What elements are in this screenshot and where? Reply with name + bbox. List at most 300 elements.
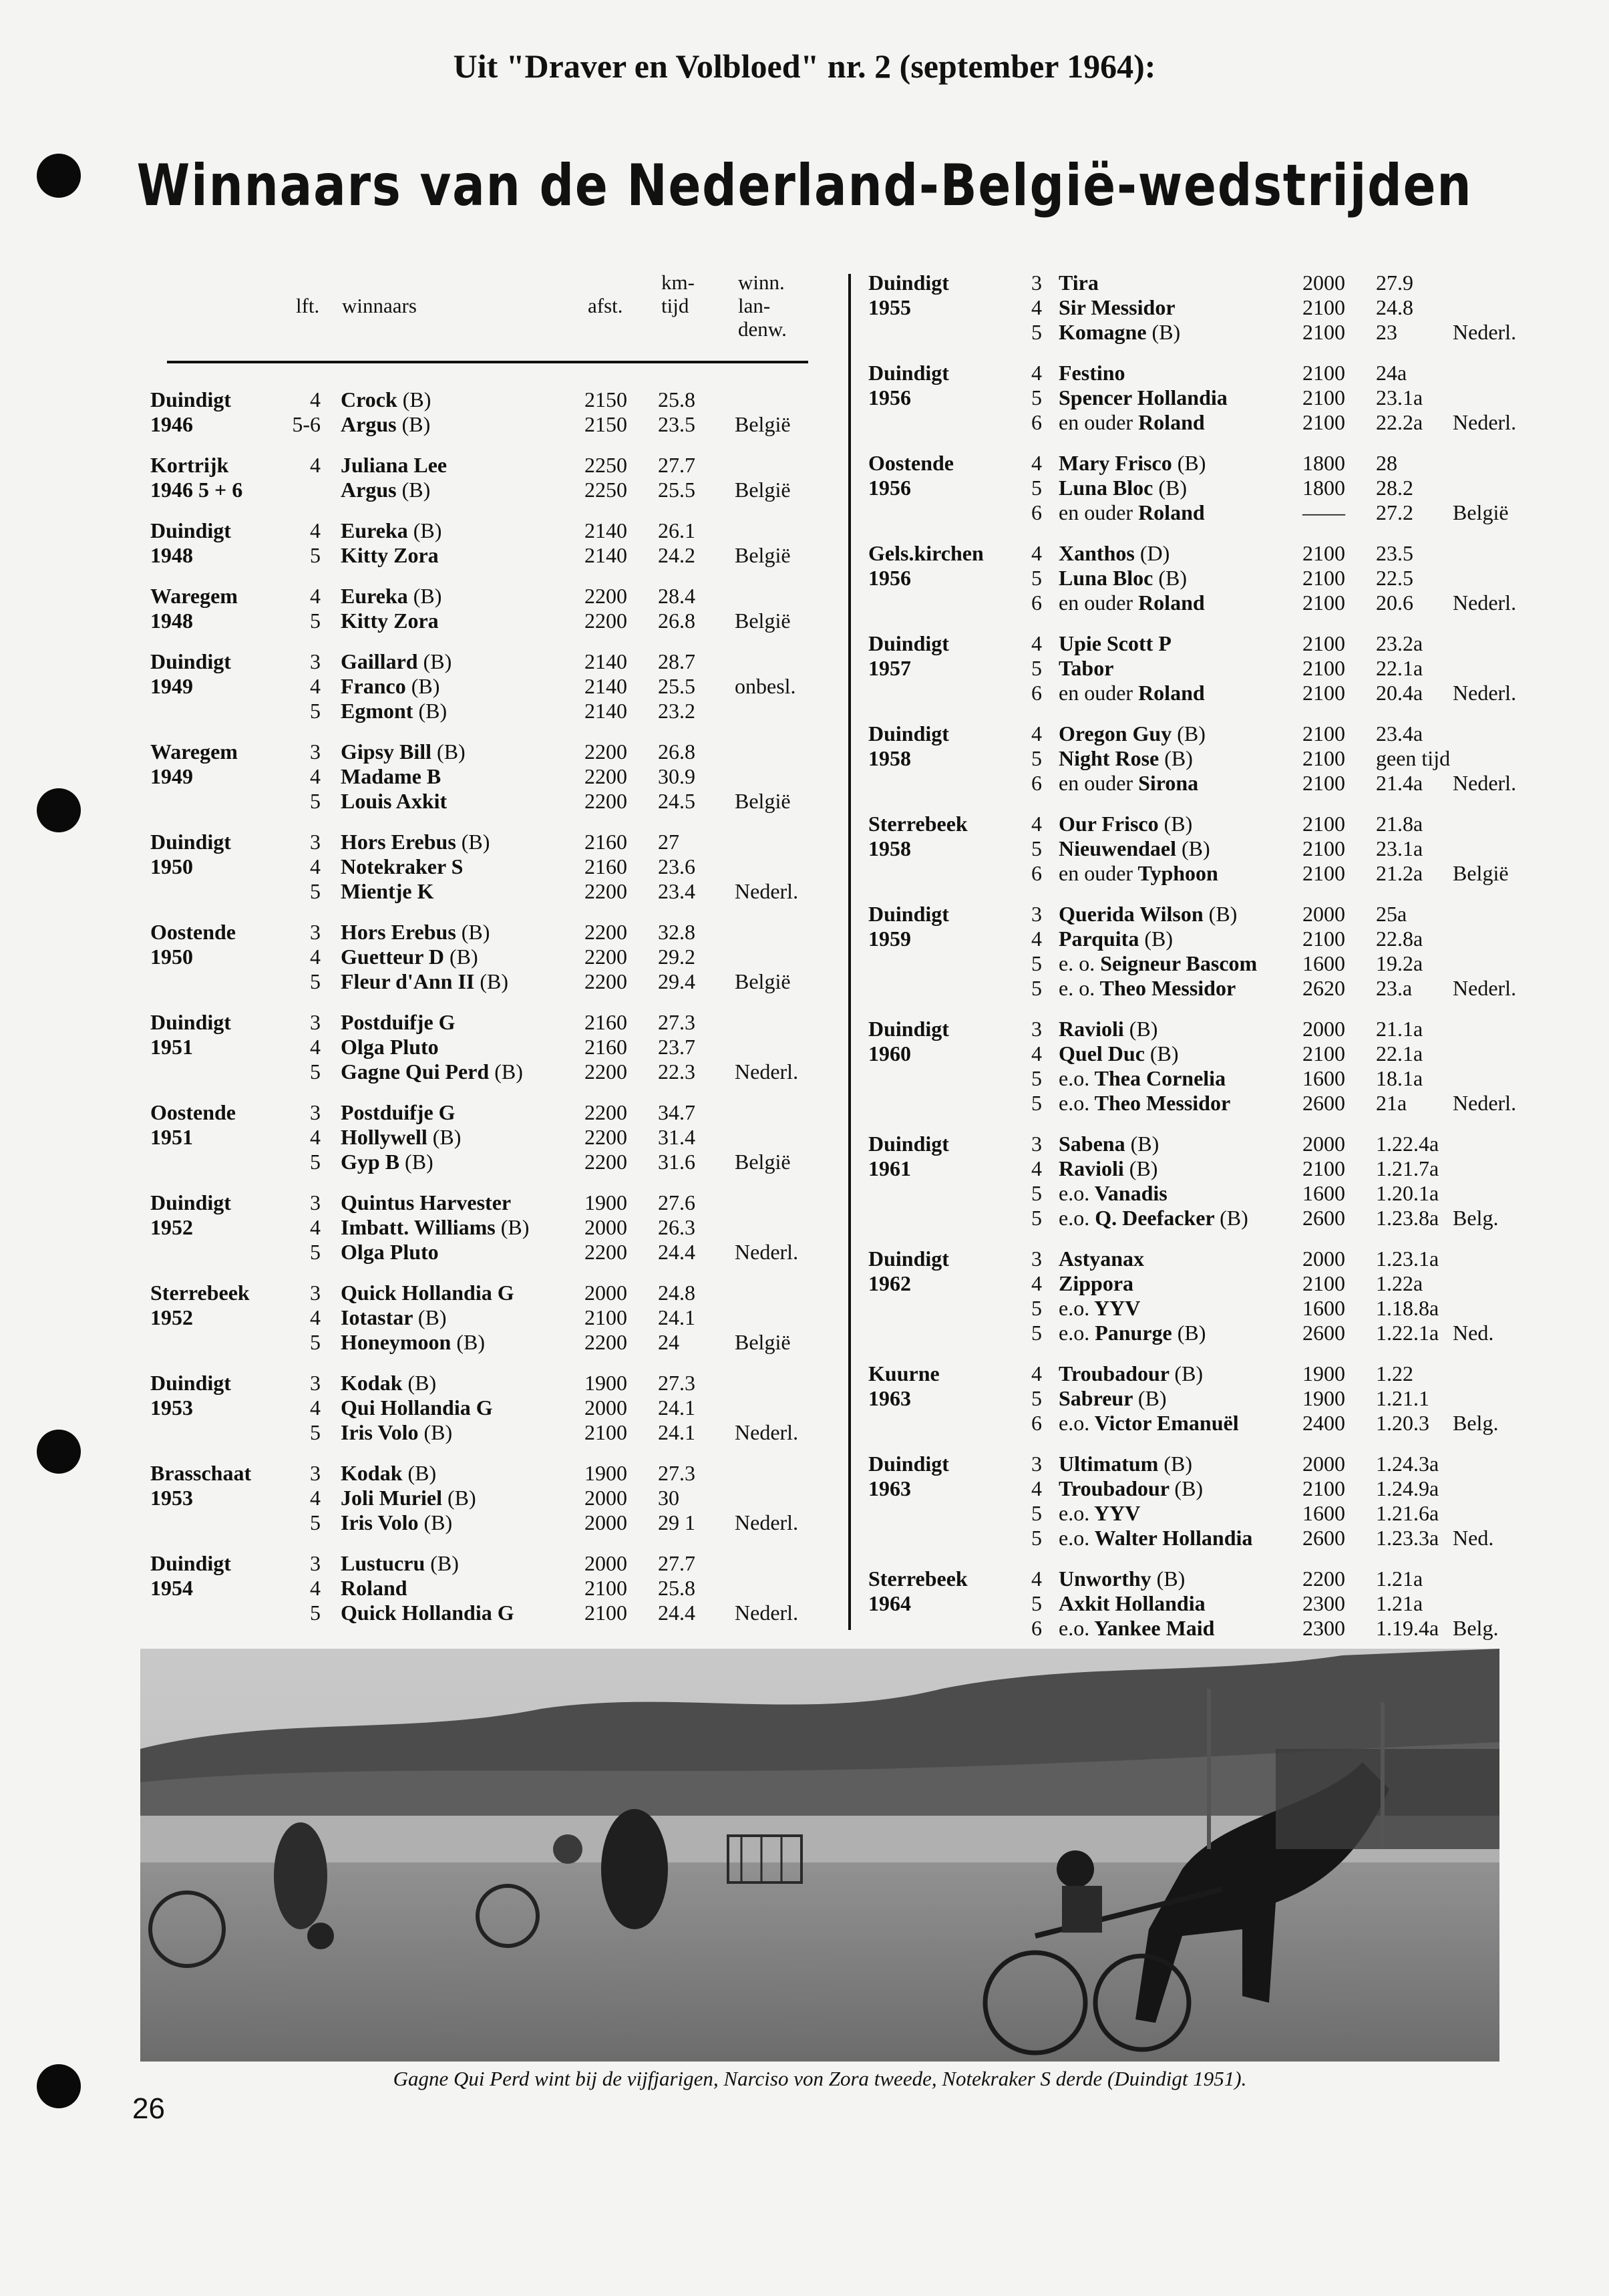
km-time: 24.5 [658, 789, 695, 813]
km-time: 29.2 [658, 945, 695, 969]
horse-age: 5 [310, 1330, 321, 1354]
distance: 2000 [1302, 902, 1345, 926]
race-entry-row [868, 361, 1536, 385]
country-of-origin-note: (B) [418, 699, 448, 723]
race-photo [140, 1649, 1499, 2062]
horse-age: 3 [310, 1100, 321, 1124]
horse-name: Theo Messidor [1094, 1091, 1231, 1115]
race-location: Waregem [150, 740, 238, 764]
page-number: 26 [132, 2092, 165, 2125]
horse-name: Seigneur Bascom [1100, 951, 1258, 975]
horse-age: 4 [1031, 812, 1042, 836]
horse-age: 3 [310, 1190, 321, 1214]
country-of-origin-note: (B) [1208, 902, 1238, 926]
winning-country: Nederl. [735, 1420, 799, 1444]
race-year: 1960 [868, 1041, 911, 1065]
race-location: Sterrebeek [868, 812, 968, 836]
distance: 2200 [1302, 1567, 1345, 1591]
horse-entry [341, 1100, 456, 1125]
horse-name: Tabor [1059, 656, 1114, 680]
age-group-prefix: en ouder [1059, 500, 1133, 524]
distance: 2000 [584, 1396, 627, 1420]
distance: 2200 [584, 1125, 627, 1149]
horse-entry [1059, 1526, 1252, 1550]
race-entry-row [150, 1371, 818, 1396]
horse-age: 5 [1031, 1501, 1042, 1525]
winning-country: België [735, 1150, 791, 1174]
horse-entry [341, 1010, 456, 1035]
country-of-origin-note: (B) [461, 920, 490, 944]
age-group-prefix: en ouder [1059, 681, 1133, 705]
country-of-origin-note: (B) [407, 1461, 437, 1485]
horse-entry [1059, 812, 1192, 836]
horse-age: 4 [310, 1125, 321, 1149]
horse-age: 5 [1031, 566, 1042, 590]
winning-country: België [735, 789, 791, 813]
distance: 2000 [1302, 271, 1345, 295]
distance: 2100 [1302, 1041, 1345, 1065]
distance: 2150 [584, 387, 627, 412]
race-entry-row [150, 649, 818, 674]
horse-entry [1059, 476, 1187, 500]
km-time: 24.8 [658, 1281, 695, 1305]
horse-name: Typhoon [1137, 861, 1218, 885]
horse-name: Hors Erebus [341, 830, 456, 854]
km-time: 31.6 [658, 1150, 695, 1174]
country-of-origin-note: (B) [447, 1486, 476, 1510]
horse-age: 5 [1031, 1091, 1042, 1115]
age-group-prefix: en ouder [1059, 861, 1133, 885]
winning-country: Nederl. [1453, 320, 1517, 344]
race-entry-row [868, 1452, 1536, 1476]
km-time: 29 1 [658, 1510, 695, 1534]
distance: 2100 [584, 1576, 627, 1600]
horse-entry [1059, 1567, 1185, 1591]
distance: 2100 [1302, 410, 1345, 434]
header-km [661, 271, 695, 317]
horse-age: 3 [1031, 1132, 1042, 1156]
km-time: 27.7 [658, 453, 695, 477]
km-time: 1.21.1 [1376, 1386, 1429, 1410]
race-entry-row [868, 861, 1536, 886]
column-divider [848, 274, 851, 1630]
race-entry-row [150, 1601, 818, 1625]
distance: 2100 [1302, 681, 1345, 705]
horse-name: YYV [1094, 1296, 1141, 1320]
race-entry-row [868, 951, 1536, 976]
horse-name: Night Rose [1059, 746, 1159, 770]
distance: 2200 [584, 879, 627, 903]
horse-age: 5 [1031, 1296, 1042, 1320]
horse-entry [1059, 927, 1173, 951]
distance: 2100 [1302, 771, 1345, 795]
distance: 1900 [1302, 1361, 1345, 1385]
country-of-origin-note: (B) [437, 740, 466, 764]
distance: 2600 [1302, 1091, 1345, 1115]
race-year: 1958 [868, 836, 911, 860]
horse-entry [1059, 771, 1198, 796]
horse-name: Postduifje G [341, 1010, 456, 1034]
horse-age: 5 [310, 1240, 321, 1264]
header-winnaars: winnaars [342, 294, 417, 317]
race-location: Duindigt [868, 721, 949, 746]
horse-age: 4 [310, 1486, 321, 1510]
distance: 1600 [1302, 1296, 1345, 1320]
horse-name: Crock [341, 387, 397, 412]
horse-age: 6 [1031, 500, 1042, 524]
horse-age: 4 [1031, 1271, 1042, 1295]
horse-entry [1059, 1132, 1159, 1156]
race-entry-row [868, 1181, 1536, 1206]
race-year: 1949 [150, 764, 193, 788]
race-entry-row [868, 385, 1536, 410]
horse-name: Parquita [1059, 927, 1139, 951]
race-entry-row [150, 1240, 818, 1265]
horse-entry [341, 1420, 452, 1445]
race-entry-row [150, 387, 818, 412]
km-time: 22.1a [1376, 656, 1423, 680]
km-time: 24.1 [658, 1305, 695, 1329]
distance: 2250 [584, 478, 627, 502]
winning-country: Ned. [1453, 1321, 1494, 1345]
horse-name: Quick Hollandia G [341, 1281, 514, 1305]
horse-age: 3 [310, 1551, 321, 1575]
horse-age: 3 [1031, 1247, 1042, 1271]
country-of-origin-note: (B) [423, 649, 452, 673]
horse-age: 5 [1031, 476, 1042, 500]
horse-entry [1059, 721, 1206, 746]
distance: 2100 [584, 1305, 627, 1329]
country-of-origin-note: (B) [1129, 1017, 1158, 1041]
distance: 2160 [584, 1010, 627, 1034]
horse-entry [1059, 861, 1218, 886]
horse-name: Imbatt. Williams [341, 1215, 496, 1239]
race-entry-row [150, 1551, 818, 1576]
winning-country: onbesl. [735, 674, 796, 698]
race-entry-row [868, 1591, 1536, 1616]
horse-name: Ravioli [1059, 1156, 1124, 1180]
horse-age: 5 [310, 1510, 321, 1534]
winning-country: Ned. [1453, 1526, 1494, 1550]
age-group-prefix: e. o. [1059, 951, 1095, 975]
horse-entry [1059, 976, 1236, 1001]
race-entry-row [150, 830, 818, 854]
country-of-origin-note: (B) [417, 1305, 447, 1329]
km-time: 22.3 [658, 1059, 695, 1084]
country-of-origin-note: (B) [449, 945, 478, 969]
km-time: 24.8 [1376, 295, 1413, 319]
horse-age: 5 [310, 969, 321, 993]
country-of-origin-note: (B) [1144, 927, 1173, 951]
binder-hole [37, 788, 81, 832]
race-entry-row [150, 1215, 818, 1240]
horse-age: 3 [310, 649, 321, 673]
country-of-origin-note: (B) [1158, 476, 1188, 500]
km-time: 30 [658, 1486, 679, 1510]
horse-name: Roland [341, 1576, 407, 1600]
distance: 2100 [1302, 1271, 1345, 1295]
distance: 2620 [1302, 976, 1345, 1000]
horse-entry [341, 764, 441, 789]
country-of-origin-note: (B) [500, 1215, 530, 1239]
race-entry-row [868, 1321, 1536, 1345]
race-location: Duindigt [150, 1551, 231, 1575]
distance: 2200 [584, 1059, 627, 1084]
page-title: Winnaars van de Nederland-België-wedstrijden [136, 152, 1473, 219]
horse-name: Iris Volo [341, 1420, 419, 1444]
race-location: Duindigt [150, 1010, 231, 1034]
race-entry-row [868, 1041, 1536, 1066]
horse-age: 5 [310, 1601, 321, 1625]
distance: 2100 [584, 1420, 627, 1444]
race-year: 1955 [868, 295, 911, 319]
race-year: 1952 [150, 1305, 193, 1329]
country-of-origin-note: (B) [413, 584, 442, 608]
horse-age: 4 [310, 518, 321, 542]
km-time: 28.4 [658, 584, 695, 608]
horse-entry [1059, 1361, 1203, 1386]
horse-age: 4 [310, 945, 321, 969]
winning-country: België [735, 412, 791, 436]
distance: 1600 [1302, 1181, 1345, 1205]
horse-entry [1059, 1321, 1206, 1345]
horse-age: 6 [1031, 410, 1042, 434]
km-time: 1.22.4a [1376, 1132, 1439, 1156]
race-location: Duindigt [868, 1017, 949, 1041]
race-location: Duindigt [868, 902, 949, 926]
horse-entry [341, 478, 430, 502]
km-time: 25.8 [658, 387, 695, 412]
race-entry-row [150, 584, 818, 609]
horse-entry [341, 1281, 514, 1305]
country-of-origin-note: (B) [432, 1125, 462, 1149]
horse-age: 4 [310, 453, 321, 477]
km-time: 20.6 [1376, 591, 1413, 615]
race-entry-row [868, 451, 1536, 476]
race-entry-row [868, 771, 1536, 796]
race-entry-row [868, 410, 1536, 435]
horse-entry [1059, 746, 1193, 771]
race-entry-row [868, 591, 1536, 615]
race-location: Gels.kirchen [868, 541, 984, 565]
horse-entry [1059, 1017, 1157, 1041]
horse-age: 4 [1031, 541, 1042, 565]
race-entry-row [150, 1510, 818, 1535]
horse-name: Sabreur [1059, 1386, 1133, 1410]
race-entry-row [868, 476, 1536, 500]
horse-age: 6 [1031, 771, 1042, 795]
race-year: 1957 [868, 656, 911, 680]
horse-entry [1059, 631, 1172, 656]
distance: 1800 [1302, 451, 1345, 475]
km-time: 23.a [1376, 976, 1413, 1000]
race-year: 1950 [150, 945, 193, 969]
horse-name: Ultimatum [1059, 1452, 1159, 1476]
km-time: 23.5 [1376, 541, 1413, 565]
race-entry-row [150, 1010, 818, 1035]
race-year: 1954 [150, 1576, 193, 1600]
race-entry-row [150, 740, 818, 764]
horse-entry [341, 969, 508, 994]
race-entry-row [868, 1066, 1536, 1091]
horse-age: 5 [310, 1059, 321, 1084]
horse-name: Roland [1138, 591, 1205, 615]
horse-name: Xanthos [1059, 541, 1135, 565]
km-time: 1.19.4a [1376, 1616, 1439, 1640]
race-year: 1963 [868, 1386, 911, 1410]
horse-name: Mientje K [341, 879, 434, 903]
horse-entry [1059, 1591, 1206, 1616]
horse-name: Sabena [1059, 1132, 1125, 1156]
horse-entry [341, 1510, 452, 1535]
horse-age: 5 [1031, 1526, 1042, 1550]
horse-entry [1059, 566, 1187, 591]
km-time: 22.8a [1376, 927, 1423, 951]
km-time: 21.4a [1376, 771, 1423, 795]
winning-country: Belg. [1453, 1206, 1499, 1230]
horse-name: Eureka [341, 518, 408, 542]
race-entry-row [150, 920, 818, 945]
distance: 2160 [584, 1035, 627, 1059]
country-of-origin-note: (B) [1174, 1361, 1204, 1385]
horse-entry [341, 609, 439, 633]
distance: 2160 [584, 830, 627, 854]
country-of-origin-note: (B) [423, 1420, 453, 1444]
distance: 2400 [1302, 1411, 1345, 1435]
race-entry-row [150, 543, 818, 568]
race-entry-row [868, 1206, 1536, 1231]
age-group-prefix: e.o. [1059, 1206, 1090, 1230]
horse-entry [341, 412, 430, 437]
horse-entry [341, 1601, 514, 1625]
race-location: Oostende [150, 920, 236, 944]
horse-entry [1059, 656, 1113, 681]
horse-age: 5 [1031, 1321, 1042, 1345]
km-time: 24a [1376, 361, 1407, 385]
race-entry-row [868, 812, 1536, 836]
race-entry-row [868, 902, 1536, 927]
horse-entry [1059, 295, 1176, 320]
source-line: Uit "Draver en Volbloed" nr. 2 (september 1964): [453, 47, 1156, 85]
winning-country: Nederl. [1453, 771, 1517, 795]
winning-country: Nederl. [735, 1240, 799, 1264]
header-winn-line3: denw. [738, 317, 787, 341]
horse-name: Komagne [1059, 320, 1147, 344]
country-of-origin-note: (B) [1164, 812, 1193, 836]
horse-entry [1059, 541, 1170, 566]
horse-name: Theo Messidor [1099, 976, 1236, 1000]
horse-name: Kodak [341, 1371, 403, 1395]
country-of-origin-note: (B) [1174, 1476, 1204, 1500]
distance: 2000 [584, 1281, 627, 1305]
horse-name: Our Frisco [1059, 812, 1159, 836]
race-entry-row [868, 1411, 1536, 1436]
horse-age: 5 [1031, 836, 1042, 860]
horse-entry [1059, 361, 1125, 385]
horse-name: Unworthy [1059, 1567, 1151, 1591]
distance: 2000 [1302, 1132, 1345, 1156]
race-entry-row [868, 1091, 1536, 1116]
horse-name: Victor Emanuël [1094, 1411, 1239, 1435]
km-time: 28.2 [1376, 476, 1413, 500]
distance: 2250 [584, 453, 627, 477]
horse-name: Kitty Zora [341, 609, 439, 633]
race-location: Duindigt [150, 1190, 231, 1214]
winning-country: Nederl. [1453, 591, 1517, 615]
binder-hole [37, 1430, 81, 1474]
horse-age: 5 [1031, 1181, 1042, 1205]
horse-entry [1059, 1616, 1214, 1641]
distance: 1800 [1302, 476, 1345, 500]
km-time: 27.7 [658, 1551, 695, 1575]
km-time: 34.7 [658, 1100, 695, 1124]
race-entry-row [868, 1247, 1536, 1271]
race-location: Duindigt [868, 1247, 949, 1271]
horse-name: Kitty Zora [341, 543, 439, 567]
country-of-origin-note: (B) [461, 830, 490, 854]
horse-name: Yankee Maid [1094, 1616, 1215, 1640]
country-of-origin-note: (B) [411, 674, 440, 698]
distance: 2200 [584, 1240, 627, 1264]
distance: 2100 [1302, 656, 1345, 680]
horse-name: Roland [1138, 500, 1205, 524]
km-time: 1.24.3a [1376, 1452, 1439, 1476]
race-location: Duindigt [150, 1371, 231, 1395]
horse-entry [341, 789, 447, 814]
age-group-prefix: e.o. [1059, 1066, 1090, 1090]
horse-name: Notekraker S [341, 854, 464, 878]
winning-country: Nederl. [1453, 681, 1517, 705]
km-time: 27.6 [658, 1190, 695, 1214]
race-location: Duindigt [868, 1132, 949, 1156]
horse-age: 4 [1031, 721, 1042, 746]
race-entry-row [868, 541, 1536, 566]
horse-age: 5 [1031, 656, 1042, 680]
horse-entry [341, 1150, 433, 1174]
winning-country: België [735, 543, 791, 567]
horse-entry [1059, 1091, 1230, 1116]
winning-country: Nederl. [1453, 976, 1517, 1000]
km-time: 22.1a [1376, 1041, 1423, 1065]
race-location: Kortrijk [150, 453, 229, 477]
winning-country: Belg. [1453, 1616, 1499, 1640]
winning-country: Nederl. [1453, 410, 1517, 434]
race-year: 1956 [868, 566, 911, 590]
country-of-origin-note: (B) [1137, 1386, 1167, 1410]
distance: 2000 [584, 1215, 627, 1239]
horse-age: 5 [310, 1150, 321, 1174]
km-time: 1.21a [1376, 1567, 1423, 1591]
distance: 2000 [584, 1510, 627, 1534]
horse-age: 5 [1031, 1386, 1042, 1410]
horse-entry [341, 1190, 511, 1215]
horse-age: 4 [1031, 451, 1042, 475]
distance: 1900 [584, 1461, 627, 1485]
horse-name: Mary Frisco [1059, 451, 1172, 475]
horse-name: Troubadour [1059, 1476, 1170, 1500]
km-time: 27.3 [658, 1010, 695, 1034]
horse-name: Louis Axkit [341, 789, 448, 813]
distance: 1600 [1302, 951, 1345, 975]
age-group-prefix: e.o. [1059, 1501, 1090, 1525]
km-time: 1.24.9a [1376, 1476, 1439, 1500]
country-of-origin-note: (B) [494, 1059, 523, 1084]
distance: 2100 [584, 1601, 627, 1625]
horse-age: 4 [1031, 1567, 1042, 1591]
horse-name: Fleur d'Ann II [341, 969, 475, 993]
km-time: 24 [658, 1330, 679, 1354]
km-time: 22.5 [1376, 566, 1413, 590]
